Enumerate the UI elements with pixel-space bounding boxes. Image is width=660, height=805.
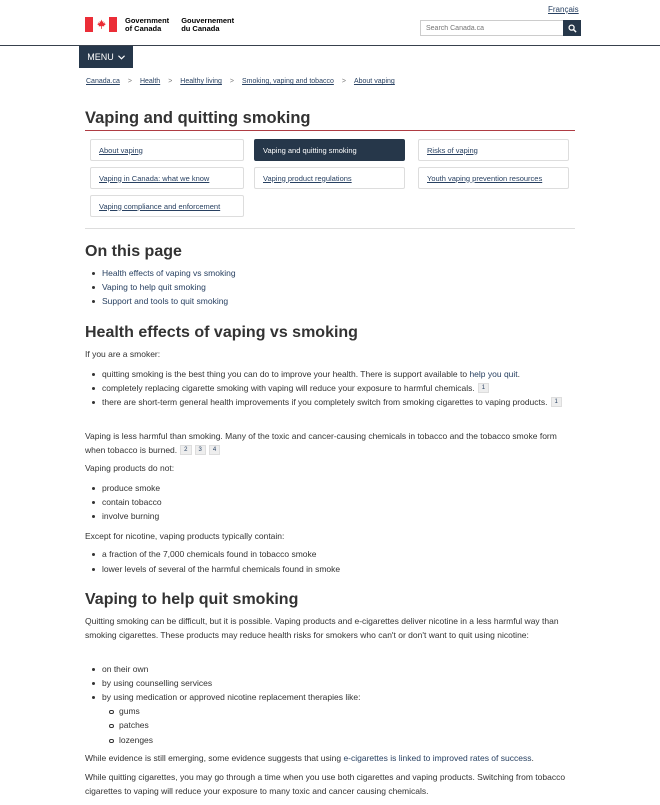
menu-button[interactable]: MENU xyxy=(79,46,133,68)
search-button[interactable] xyxy=(563,20,581,36)
list-item: there are short-term general health improvements if you completely switch from smoking cigarettes to vaping products. 1 xyxy=(102,395,572,409)
title-underline xyxy=(85,130,575,131)
contain-intro: Except for nicotine, vaping products typically contain: xyxy=(85,531,285,541)
footnote-link[interactable]: 1 xyxy=(551,397,562,407)
chevron-down-icon xyxy=(118,55,125,60)
on-this-page-list xyxy=(102,266,236,308)
tile-vaping-and-quitting-smoking[interactable]: Vaping and quitting smoking xyxy=(254,139,405,161)
toc-link-quit-smoking[interactable]: Vaping to help quit smoking xyxy=(102,282,206,292)
list-item: completely replacing cigarette smoking with vaping will reduce your exposure to harmful chemicals. 1 xyxy=(102,381,572,395)
smoker-intro: If you are a smoker: xyxy=(85,349,161,359)
switching-paragraph: While quitting cigarettes, you may go through a time when you use both cigarettes and vaping products. Switching from tobacco cigarettes to vaping will reduce your exposure to many toxic and cancer causing chemicals. xyxy=(85,772,566,796)
quitting-paragraph: Quitting smoking can be difficult, but it is possible. Vaping products and e-cigarettes deliver nicotine in a less harmful way than smoking cigarettes. These products may reduce health risks for smokers who can't or don't want to quit using nicotine: xyxy=(85,616,559,640)
breadcrumb: Canada.ca > Health > Healthy living > Smoking, vaping and tobacco > About vaping xyxy=(86,78,395,85)
tile-vaping-in-canada[interactable]: Vaping in Canada: what we know xyxy=(90,167,244,189)
tile-vaping-compliance[interactable]: Vaping compliance and enforcement xyxy=(90,195,244,217)
tile-about-vaping[interactable]: About vaping xyxy=(90,139,244,161)
list-item: quitting smoking is the best thing you can do to improve your health. There is support available to help you quit. xyxy=(102,367,572,381)
tile-youth-vaping-prevention[interactable]: Youth vaping prevention resources xyxy=(418,167,569,189)
list-item: gums xyxy=(119,704,589,718)
toc-link-health-effects[interactable]: Health effects of vaping vs smoking xyxy=(102,268,236,278)
tile-risks-of-vaping[interactable]: Risks of vaping xyxy=(418,139,569,161)
evidence-paragraph: While evidence is still emerging, some evidence suggests that using e-cigarettes is linked to improved rates of success. xyxy=(85,753,534,763)
list-item: a fraction of the 7,000 chemicals found in tobacco smoke xyxy=(102,547,572,561)
search-icon xyxy=(568,24,577,33)
section-divider xyxy=(85,228,575,229)
list-item: produce smoke xyxy=(102,481,572,495)
footnote-link[interactable]: 4 xyxy=(209,445,220,455)
tile-vaping-product-regulations[interactable]: Vaping product regulations xyxy=(254,167,405,189)
quit-smoking-heading: Vaping to help quit smoking xyxy=(85,591,299,608)
breadcrumb-link[interactable]: Health xyxy=(139,78,161,85)
health-effects-heading: Health effects of vaping vs smoking xyxy=(85,324,358,341)
list-item: by using medication or approved nicotine replacement therapies like: xyxy=(102,690,572,704)
gov-fr-wordmark: Gouvernement du Canada xyxy=(181,16,235,33)
language-toggle-link[interactable]: Français xyxy=(548,5,579,14)
canada-flag-icon xyxy=(85,17,117,32)
footnote-link[interactable]: 2 xyxy=(180,445,191,455)
breadcrumb-link[interactable]: Smoking, vaping and tobacco xyxy=(242,78,334,85)
help-you-quit-link[interactable]: help you quit xyxy=(469,369,518,379)
footnote-link[interactable]: 3 xyxy=(195,445,206,455)
do-not-intro: Vaping products do not: xyxy=(85,463,175,473)
toc-link-support-tools[interactable]: Support and tools to quit smoking xyxy=(102,296,229,306)
gc-signature-logo[interactable] xyxy=(85,17,234,33)
site-search xyxy=(420,20,581,36)
breadcrumb-link[interactable]: Canada.ca xyxy=(86,78,120,85)
on-this-page-heading: On this page xyxy=(85,243,182,260)
breadcrumb-link[interactable]: About vaping xyxy=(353,78,395,85)
breadcrumb-link[interactable]: Healthy living xyxy=(180,78,222,85)
list-item: patches xyxy=(119,718,589,732)
list-item: involve burning xyxy=(102,509,572,523)
list-item: lozenges xyxy=(119,733,589,747)
footnote-link[interactable]: 1 xyxy=(478,383,489,393)
gov-en-wordmark: Government of Canada xyxy=(125,16,170,33)
list-item: on their own xyxy=(102,662,572,676)
list-item: by using counselling services xyxy=(102,676,572,690)
improved-rates-link[interactable]: e-cigarettes is linked to improved rates of success xyxy=(343,753,532,763)
list-item: lower levels of several of the harmful chemicals found in smoke xyxy=(102,562,572,576)
page-title: Vaping and quitting smoking xyxy=(85,109,311,127)
less-harmful-paragraph: Vaping is less harmful than smoking. Many of the toxic and cancer-causing chemicals in tobacco and the tobacco smoke form when tobacco is burned. 2 3 4 xyxy=(85,431,557,455)
search-input[interactable] xyxy=(420,20,563,36)
list-item: contain tobacco xyxy=(102,495,572,509)
